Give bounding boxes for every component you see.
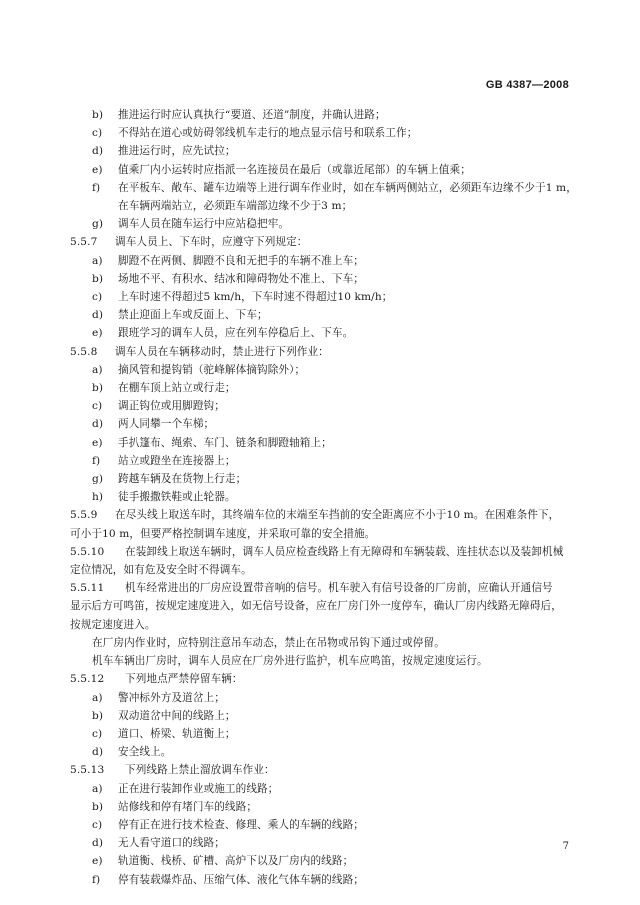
list-item-marker: h) bbox=[92, 491, 104, 504]
clause-text: 调车人员上、下车时，应遵守下列规定： bbox=[115, 236, 308, 249]
list-item-text: 摘风管和提钩销（驼峰解体摘钩除外）； bbox=[118, 363, 306, 376]
list-item-text: 推进运行时应认真执行“要道、还道”制度，并确认进路； bbox=[118, 109, 386, 121]
list-item-text: 站立或蹬坐在连接器上； bbox=[118, 454, 236, 467]
paragraph: 在厂房内作业时，应特别注意吊车动态，禁止在吊物或吊钩下通过或停留。 bbox=[92, 636, 445, 649]
document-body bbox=[70, 106, 577, 889]
list-item bbox=[70, 288, 574, 306]
list-item-marker: f) bbox=[92, 181, 101, 194]
list-item-marker: e) bbox=[92, 327, 103, 340]
clause-text: 机车经常进出的厂房应设置带音响的信号。机车驶入有信号设备的厂房前，应确认开通信号 bbox=[125, 582, 553, 595]
list-item-text: 安全线上。 bbox=[118, 746, 172, 759]
list-item-text: 禁止迎面上车或反面上、下车； bbox=[118, 309, 268, 322]
list-item-text: 跟班学习的调车人员，应在列车停稳后上、下车。 bbox=[118, 327, 354, 340]
list-item bbox=[70, 161, 574, 179]
list-item-marker: d) bbox=[92, 418, 104, 431]
clause-text: 在装卸线上取送车辆时，调车人员应检查线路上有无障碍和车辆装载、连挂状态以及装卸机械 bbox=[125, 545, 564, 558]
list-item-text: 上车时速不得超过5 km/h，下车时速不得超过10 km/h； bbox=[118, 291, 393, 304]
list-item-marker: f) bbox=[92, 873, 101, 886]
list-item-text: 不得站在道心或妨碍邻线机车走行的地点显示信号和联系工作； bbox=[118, 127, 418, 140]
list-item-continuation: 在车辆两端站立，必须距车端部边缘不少于3 m； bbox=[118, 200, 353, 213]
list-item-text: 警冲标外方及道岔上； bbox=[118, 691, 225, 704]
list-item-text: 双动道岔中间的线路上； bbox=[118, 709, 236, 722]
clause-number: 5.5.12 bbox=[70, 673, 105, 686]
clause-text: 下列线路上禁止溜放调车作业： bbox=[125, 764, 275, 777]
list-item-marker: d) bbox=[92, 837, 104, 850]
list-item-text: 调车人员在随车运行中应站稳把牢。 bbox=[118, 218, 290, 231]
clause-number: 5.5.10 bbox=[70, 545, 105, 558]
list-item-marker: g) bbox=[92, 218, 104, 231]
list-item-marker: a) bbox=[92, 363, 103, 376]
paragraph-continuation: 可小于10 m，但要严格控制调车速度，并采取可靠的安全措施。 bbox=[70, 527, 376, 540]
list-item-marker: c) bbox=[92, 127, 103, 140]
list-item-text: 无人看守道口的线路； bbox=[118, 837, 225, 850]
list-item bbox=[70, 780, 574, 798]
list-item bbox=[70, 816, 574, 834]
list-item-marker: c) bbox=[92, 400, 103, 413]
list-item bbox=[70, 397, 574, 415]
list-item-marker: b) bbox=[92, 109, 104, 121]
list-item bbox=[70, 252, 574, 270]
list-item bbox=[70, 270, 574, 288]
paragraph: 机车车辆出厂房时，调车人员应在厂房外进行监护，机车应鸣笛，按规定速度运行。 bbox=[92, 655, 488, 668]
list-item-marker: a) bbox=[92, 691, 103, 704]
standard-code-header: GB 4387—2008 bbox=[485, 79, 569, 91]
list-item-marker: b) bbox=[92, 800, 104, 813]
list-item-marker: c) bbox=[92, 818, 103, 831]
list-item bbox=[70, 452, 574, 470]
list-item-text: 停有正在进行技术检查、修理、乘人的车辆的线路； bbox=[118, 818, 364, 831]
clause-text: 在尽头线上取送车时，其终端车位的末端至车挡前的安全距离应不小于10 m。在困难条件下， bbox=[115, 509, 560, 522]
list-item-text: 在平板车、敞车、罐车边端等上进行调车作业时，如在车辆两侧站立，必须距车边缘不少于1 m， bbox=[118, 181, 577, 194]
list-item-text: 脚蹬不在两侧、脚蹬不良和无把手的车辆不准上车； bbox=[118, 254, 364, 267]
list-item bbox=[70, 306, 574, 324]
clause-number: 5.5.8 bbox=[70, 345, 98, 358]
clause-text: 调车人员在车辆移动时，禁止进行下列作业： bbox=[115, 345, 329, 358]
paragraph-continuation: 按规定速度进入。 bbox=[70, 618, 156, 631]
list-item-text: 手扒篷布、绳索、车门、链条和脚蹬轴箱上； bbox=[118, 436, 332, 449]
list-item bbox=[70, 707, 574, 725]
list-item bbox=[70, 871, 574, 889]
list-item-marker: e) bbox=[92, 436, 103, 449]
list-item bbox=[70, 106, 574, 124]
clause bbox=[70, 670, 574, 688]
list-item-marker: e) bbox=[92, 855, 103, 868]
list-item-text: 值乘厂内小运转时应指派一名连接员在最后（或靠近尾部）的车辆上值乘； bbox=[118, 163, 471, 176]
list-item bbox=[70, 142, 574, 160]
list-item-marker: c) bbox=[92, 291, 103, 304]
clause-number: 5.5.7 bbox=[70, 236, 98, 249]
list-item bbox=[70, 488, 574, 506]
list-item bbox=[70, 834, 574, 852]
list-item-marker: a) bbox=[92, 254, 103, 267]
list-item-marker: d) bbox=[92, 145, 104, 158]
clause bbox=[70, 579, 574, 597]
list-item-text: 轨道衡、栈桥、矿槽、高炉下以及厂房内的线路； bbox=[118, 855, 354, 868]
list-item-text: 徒手搬撒铁鞋或止轮器。 bbox=[118, 491, 236, 504]
list-item-marker: g) bbox=[92, 473, 104, 486]
clause bbox=[70, 343, 574, 361]
list-item bbox=[70, 743, 574, 761]
list-item bbox=[70, 798, 574, 816]
list-item-text: 正在进行装卸作业或施工的线路； bbox=[118, 782, 279, 795]
list-item-text: 在棚车顶上站立或行走； bbox=[118, 382, 236, 395]
list-item-text: 推进运行时，应先试拉； bbox=[118, 145, 236, 158]
list-item-text: 停有装载爆炸品、压缩气体、液化气体车辆的线路； bbox=[118, 873, 364, 886]
list-item bbox=[70, 215, 574, 233]
list-item bbox=[70, 179, 577, 197]
list-item-marker: f) bbox=[92, 454, 101, 467]
list-item bbox=[70, 852, 574, 870]
clause-number: 5.5.13 bbox=[70, 764, 105, 777]
list-item-text: 站修线和停有堵门车的线路； bbox=[118, 800, 258, 813]
list-item-text: 跨越车辆及在货物上行走； bbox=[118, 473, 247, 486]
list-item bbox=[70, 324, 574, 342]
clause-number: 5.5.9 bbox=[70, 509, 98, 522]
list-item-marker: e) bbox=[92, 163, 103, 176]
paragraph-continuation: 定位情况，如有危及安全时不得调车。 bbox=[70, 564, 252, 577]
list-item-text: 调正钩位或用脚蹬钩； bbox=[118, 400, 225, 413]
list-item-text: 道口、桥梁、轨道衡上； bbox=[118, 727, 236, 740]
list-item-marker: c) bbox=[92, 727, 103, 740]
list-item-text: 场地不平、有积水、结冰和障碍物处不准上、下车； bbox=[118, 272, 364, 285]
list-item-text: 两人同攀一个车梯； bbox=[118, 418, 215, 431]
list-item bbox=[70, 124, 574, 142]
list-item-marker: b) bbox=[92, 382, 104, 395]
page-number: 7 bbox=[562, 841, 569, 852]
list-item-marker: a) bbox=[92, 782, 103, 795]
list-item bbox=[70, 725, 574, 743]
clause-number: 5.5.11 bbox=[70, 582, 105, 595]
list-item bbox=[70, 379, 574, 397]
list-item-marker: b) bbox=[92, 709, 104, 722]
list-item-marker: d) bbox=[92, 746, 104, 759]
clause-text: 下列地点严禁停留车辆： bbox=[125, 673, 243, 686]
list-item bbox=[70, 415, 574, 433]
clause bbox=[70, 761, 574, 779]
clause bbox=[70, 543, 574, 561]
list-item-marker: b) bbox=[92, 272, 104, 285]
list-item bbox=[70, 689, 574, 707]
clause bbox=[70, 233, 574, 251]
clause bbox=[70, 506, 574, 524]
list-item bbox=[70, 470, 574, 488]
paragraph-continuation: 显示后方可鸣笛，按规定速度进入，如无信号设备，应在厂房门外一度停车，确认厂房内线路无障碍后， bbox=[70, 600, 562, 613]
list-item bbox=[70, 361, 574, 379]
list-item bbox=[70, 434, 574, 452]
list-item-marker: d) bbox=[92, 309, 104, 322]
